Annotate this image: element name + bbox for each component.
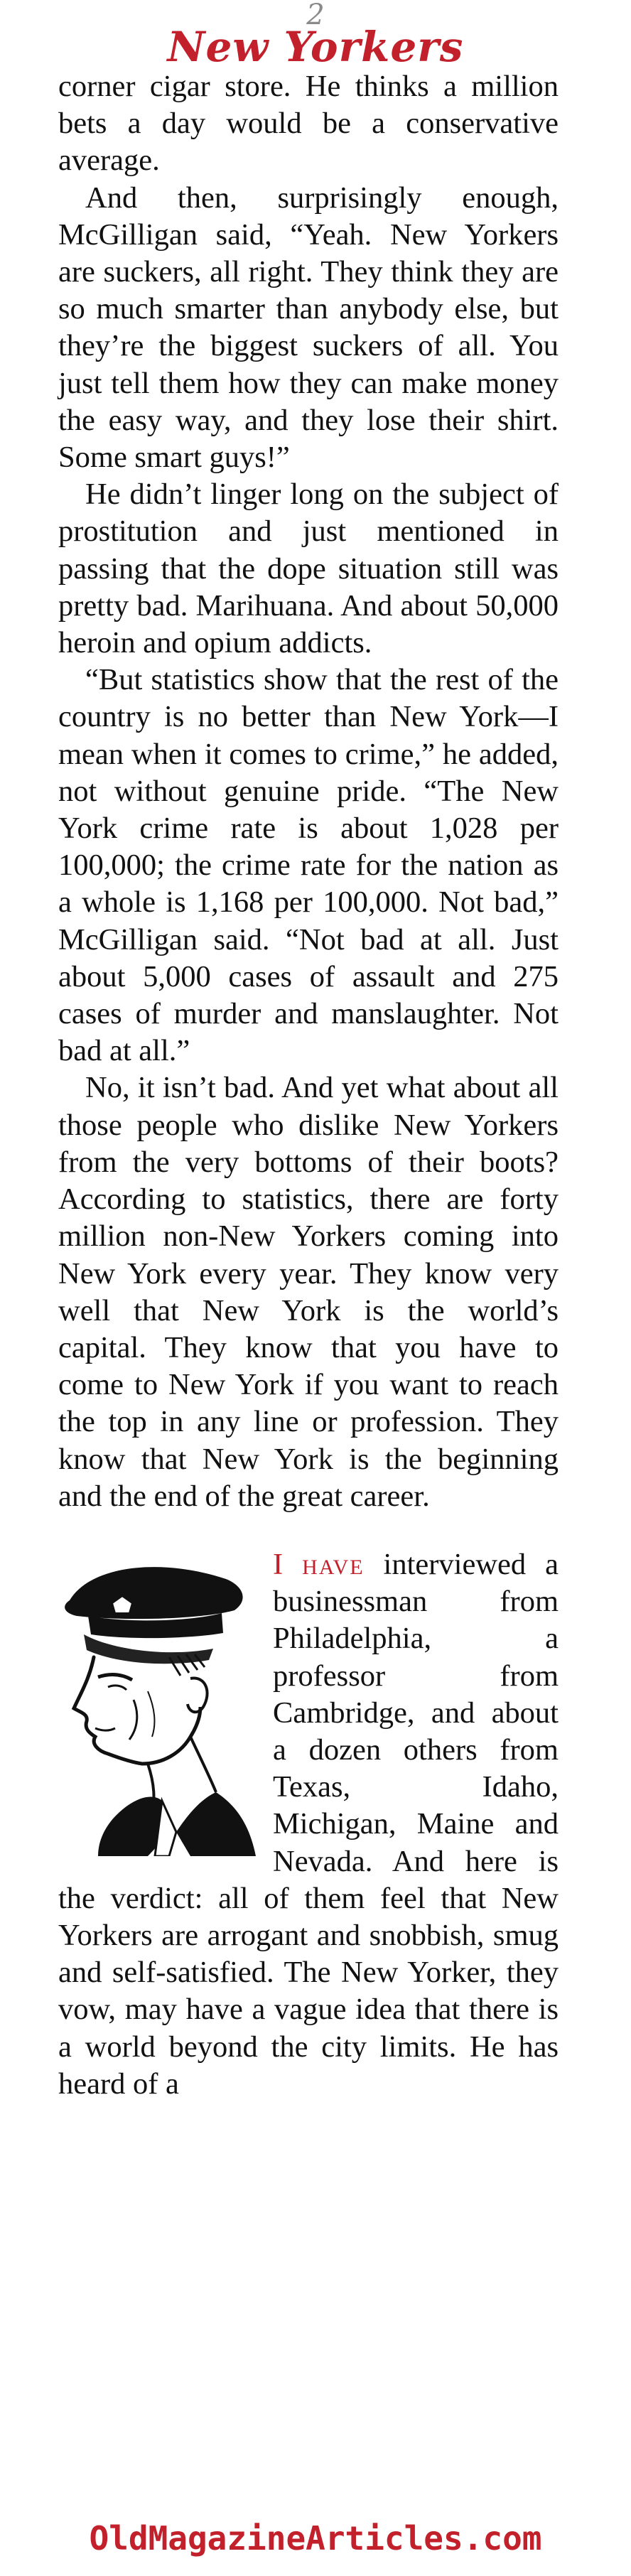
- site-watermark: OldMagazineArticles.com: [89, 2519, 542, 2558]
- paragraph-5: No, it isn’t bad. And yet what about all those people who dislike New Yorkers from the very bottoms of their boots? According to statistics, there are forty million non-New Yorkers coming into New York every year. They know very well that New York is the world’s capital. They know that you have to come to New York if you want to reach the top in any line or profession. They know that New York is the beginning and the end of the great career.: [58, 1071, 559, 1513]
- page-title: New Yorkers: [167, 23, 464, 71]
- paragraph-2: And then, surprisingly enough, McGilligan said, “Yeah. New Yorkers are suckers, all right. They think they are so much smarter than anybody else, but they’re the biggest suckers of all. You just tell them how they can make money the easy way, and they lose their shirt. Some smart guys!”: [58, 180, 559, 475]
- smallcaps-lead: have: [302, 1547, 365, 1581]
- policeman-portrait-illustration: [48, 1551, 259, 1856]
- paragraph-1: corner cigar store. He thinks a million bets a day would be a conservative average.: [58, 70, 559, 178]
- paragraph-6-text: interviewed a businessman from Philadelphia, a professor from Cambridge, and about a dozen others from Texas, Idaho, Michigan, Maine and Nevada. And here is the verdict: all of them feel that New Yorkers are arrogant and snobbish, smug and self-satisfied. The New Yorker, they vow, may have a vague idea that there is a world beyond the city limits. He has heard of a: [58, 1547, 559, 2101]
- section-spacer: [58, 1515, 559, 1546]
- page-number: 2: [306, 0, 325, 31]
- paragraph-4: “But statistics show that the rest of the country is no better than New York—I mean when it comes to crime,” he added, not without genuine pride. “The New York crime rate is about 1,028 per 100,000; the crime rate for the nation as a whole is 1,168 per 100,000. Not bad,” McGilligan said. “Not bad at all. Just about 5,000 cases of assault and 275 cases of murder and manslaughter. Not bad at all.”: [58, 663, 559, 1068]
- article-body: [58, 68, 559, 2103]
- paragraph-3: He didn’t linger long on the subject of prostitution and just mentioned in passing that the dope situation still was pretty bad. Marihuana. And about 50,000 heroin and opium addicts.: [58, 478, 559, 660]
- drop-cap: I: [273, 1547, 284, 1581]
